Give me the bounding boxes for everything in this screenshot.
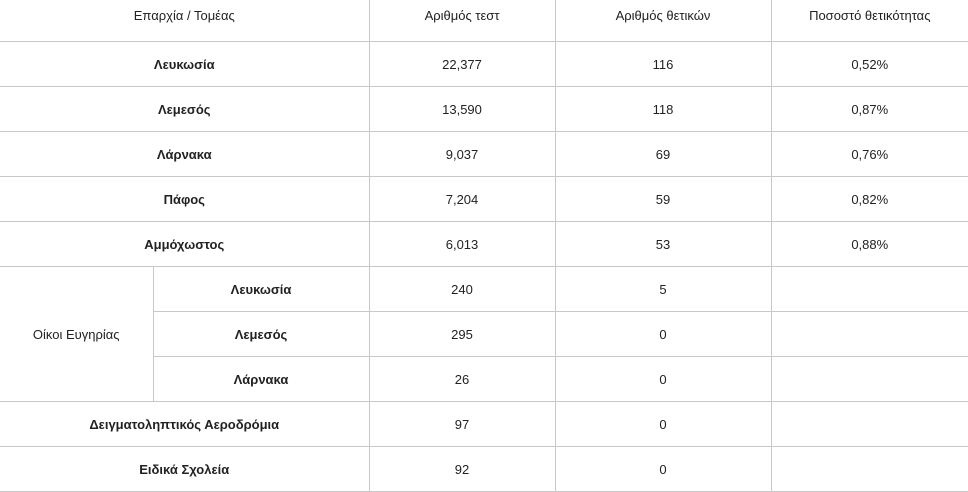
tests-value: 92 — [369, 447, 555, 492]
rate-value — [771, 267, 968, 312]
table-row — [0, 267, 968, 312]
rate-value: 0,82% — [771, 177, 968, 222]
tests-value: 26 — [369, 357, 555, 402]
tests-value: 295 — [369, 312, 555, 357]
care-home-name: Λευκωσία — [153, 267, 369, 312]
rate-value: 0,76% — [771, 132, 968, 177]
table-row — [0, 222, 968, 267]
positives-value: 69 — [555, 132, 771, 177]
rate-value — [771, 312, 968, 357]
table-row — [0, 42, 968, 87]
tests-value: 240 — [369, 267, 555, 312]
header-rate: Ποσοστό θετικότητας — [771, 0, 968, 42]
sector-name: Δειγματοληπτικός Αεροδρόμια — [0, 402, 369, 447]
care-homes-label: Οίκοι Ευγηρίας — [0, 267, 153, 402]
district-name: Λευκωσία — [0, 42, 369, 87]
positives-value: 59 — [555, 177, 771, 222]
tests-value: 97 — [369, 402, 555, 447]
rate-value: 0,88% — [771, 222, 968, 267]
rate-value — [771, 447, 968, 492]
district-name: Αμμόχωστος — [0, 222, 369, 267]
table-row — [0, 87, 968, 132]
rate-value: 0,87% — [771, 87, 968, 132]
rate-value — [771, 357, 968, 402]
care-home-name: Λάρνακα — [153, 357, 369, 402]
positives-value: 0 — [555, 447, 771, 492]
header-row — [0, 0, 968, 42]
district-name: Λάρνακα — [0, 132, 369, 177]
positives-value: 116 — [555, 42, 771, 87]
tests-value: 9,037 — [369, 132, 555, 177]
district-name: Πάφος — [0, 177, 369, 222]
table-row — [0, 177, 968, 222]
positives-value: 5 — [555, 267, 771, 312]
tests-value: 6,013 — [369, 222, 555, 267]
positives-value: 53 — [555, 222, 771, 267]
tests-value: 7,204 — [369, 177, 555, 222]
header-positives: Αριθμός θετικών — [555, 0, 771, 42]
tests-value: 22,377 — [369, 42, 555, 87]
rate-value: 0,52% — [771, 42, 968, 87]
header-tests: Αριθμός τεστ — [369, 0, 555, 42]
tests-value: 13,590 — [369, 87, 555, 132]
rate-value — [771, 402, 968, 447]
care-home-name: Λεμεσός — [153, 312, 369, 357]
table-row — [0, 447, 968, 492]
sector-name: Ειδικά Σχολεία — [0, 447, 369, 492]
positives-value: 0 — [555, 402, 771, 447]
positives-value: 0 — [555, 357, 771, 402]
positives-value: 118 — [555, 87, 771, 132]
positives-value: 0 — [555, 312, 771, 357]
table-row — [0, 132, 968, 177]
district-name: Λεμεσός — [0, 87, 369, 132]
header-district: Επαρχία / Τομέας — [0, 0, 369, 42]
table-row — [0, 402, 968, 447]
